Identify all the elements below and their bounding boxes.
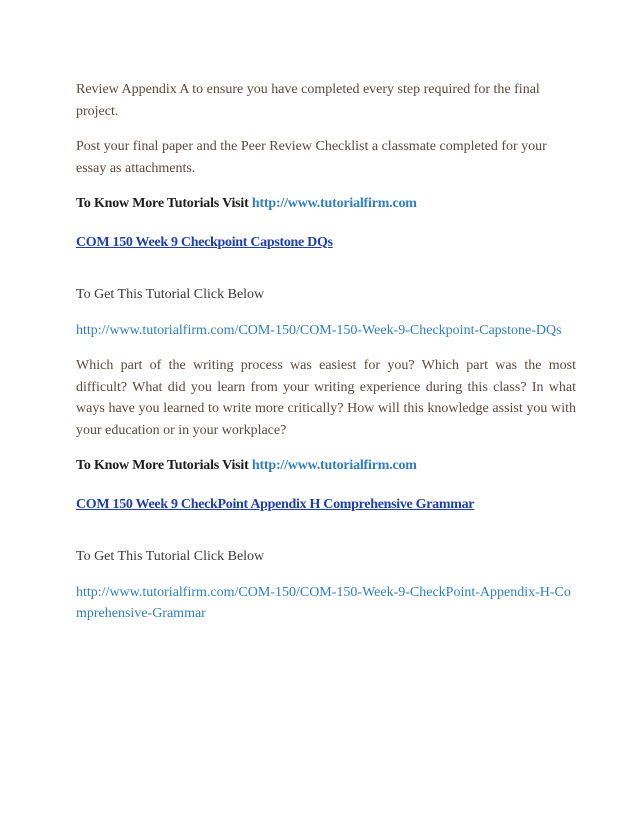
- get-tutorial-label-2: To Get This Tutorial Click Below: [76, 549, 265, 564]
- post-paper-paragraph: Post your final paper and the Peer Review Checklist a classmate completed for your essay as attachments.: [76, 139, 547, 176]
- appendix-h-url-row: [76, 582, 576, 625]
- heading-capstone-dqs-row: [76, 232, 576, 254]
- appendix-h-heading-link[interactable]: COM 150 Week 9 CheckPoint Appendix H Comprehensive Grammar: [76, 496, 475, 512]
- more-tutorials-label-2: To Know More Tutorials Visit: [76, 458, 252, 473]
- capstone-url-row: [76, 320, 576, 342]
- tutorialfirm-link-1[interactable]: http://www.tutorialfirm.com: [251, 196, 417, 211]
- more-tutorials-line-2: [76, 455, 576, 477]
- appendix-review-paragraph: Review Appendix A to ensure you have completed every step required for the final project.: [76, 82, 540, 119]
- more-tutorials-line-1: [76, 193, 576, 215]
- tutorialfirm-link-2[interactable]: http://www.tutorialfirm.com: [251, 458, 417, 473]
- capstone-dqs-heading-link[interactable]: COM 150 Week 9 Checkpoint Capstone DQs: [76, 234, 333, 250]
- capstone-dqs-url-link[interactable]: http://www.tutorialfirm.com/COM-150/COM-150-Week-9-Checkpoint-Capstone-DQs: [76, 322, 562, 338]
- get-tutorial-label-1: To Get This Tutorial Click Below: [76, 287, 265, 302]
- document-page: [76, 79, 576, 625]
- more-tutorials-label-1: To Know More Tutorials Visit: [76, 196, 252, 211]
- appendix-h-url-link[interactable]: http://www.tutorialfirm.com/COM-150/COM-150-Week-9-CheckPoint-Appendix-H-Comprehensive-Grammar: [76, 584, 571, 621]
- heading-appendix-h-row: [76, 494, 576, 516]
- writing-process-questions-paragraph: Which part of the writing process was easiest for you? Which part was the most difficult? What did you learn from your writing experience during this class? In what ways have you learned to write more critically? How will this knowledge assist you with your education or in your workplace?: [76, 358, 576, 438]
